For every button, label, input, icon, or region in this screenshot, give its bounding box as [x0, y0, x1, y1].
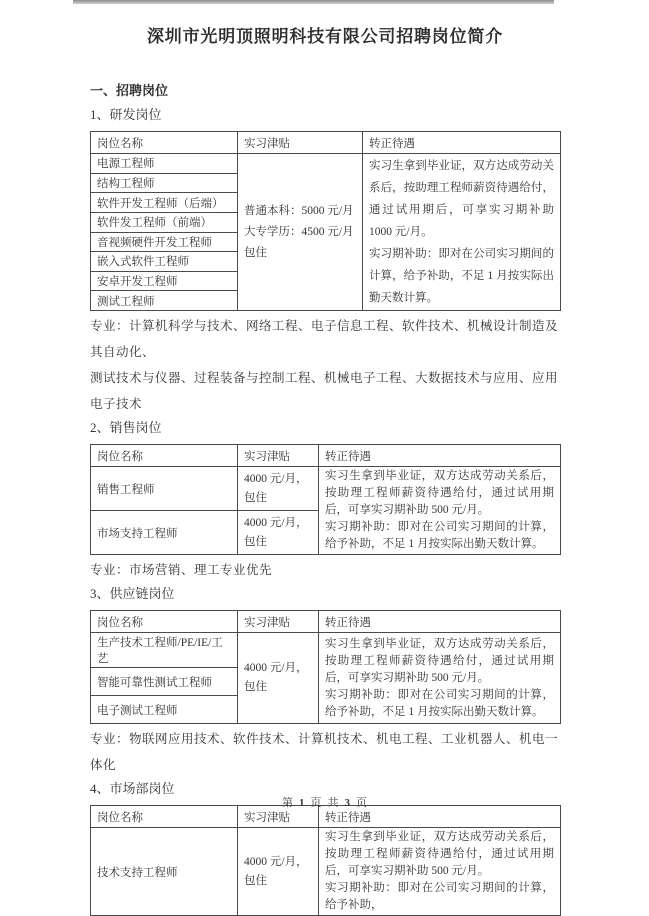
column-header-benefits: 转正待遇	[319, 611, 561, 633]
majors-line: 专业：计算机科学与技术、网络工程、电子信息工程、软件技术、机械设计制造及其自动化、	[90, 319, 559, 359]
section-heading-recruit-positions: 一、招聘岗位	[90, 83, 169, 98]
position-cell: 安卓开发工程师	[91, 271, 238, 291]
position-cell: 智能可靠性测试工程师	[91, 668, 238, 696]
position-cell: 嵌入式软件工程师	[91, 252, 238, 272]
sales-positions-table	[90, 444, 561, 555]
position-cell: 软件发工程师（前端）	[91, 212, 238, 232]
allowance-line: 4000 元/月，包住	[244, 472, 308, 504]
position-cell: 电子测试工程师	[91, 696, 238, 724]
position-cell: 测试工程师	[91, 291, 238, 311]
benefit-paragraph: 实习生拿到毕业证，双方达成劳动关系后，按助理工程师薪资待遇给付，通过试用期后，可享实习期补助 500 元/月。	[325, 637, 554, 684]
position-cell: 电源工程师	[91, 154, 238, 174]
marketing-positions-table	[90, 805, 561, 916]
position-cell: 软件开发工程师（后端）	[91, 193, 238, 213]
column-header-benefits: 转正待遇	[363, 132, 561, 154]
majors-note-rd	[90, 313, 560, 417]
footer-total-pages: 3	[344, 797, 350, 809]
column-header-position: 岗位名称	[91, 806, 238, 828]
majors-line: 专业：物联网应用技术、软件技术、计算机技术、机电工程、工业机器人、机电一体化	[90, 732, 559, 772]
rd-positions-table	[90, 131, 561, 311]
allowance-line: 包住	[244, 246, 267, 259]
benefit-paragraph: 实习期补助：即对在公司实习期间的计算，给予补助，	[325, 882, 554, 911]
footer-text: 页	[310, 797, 322, 809]
benefits-cell	[319, 633, 561, 724]
allowance-line: 大专学历：4500 元/月	[244, 225, 354, 238]
column-header-allowance: 实习津贴	[238, 445, 319, 467]
subsection-heading-marketing: 4、市场部岗位	[90, 781, 175, 796]
column-header-position: 岗位名称	[91, 611, 238, 633]
subsection-heading-supply-chain: 3、供应链岗位	[90, 586, 175, 601]
column-header-allowance: 实习津贴	[238, 132, 363, 154]
allowance-line: 4000 元/月，包住	[244, 855, 308, 887]
allowance-cell	[238, 467, 319, 511]
allowance-line: 普通本科：5000 元/月	[244, 204, 354, 217]
position-cell: 技术支持工程师	[91, 828, 238, 916]
benefit-paragraph: 实习期补助：即对在公司实习期间的计算，给予补助，不足 1 月按实际出勤天数计算。	[325, 688, 554, 718]
subsection-heading-rd: 1、研发岗位	[90, 107, 162, 122]
column-header-allowance: 实习津贴	[238, 806, 319, 828]
allowance-line: 4000 元/月，包住	[244, 662, 308, 693]
column-header-allowance: 实习津贴	[238, 611, 319, 633]
allowance-cell	[238, 633, 319, 724]
footer-text: 页	[356, 797, 367, 809]
allowance-line: 4000 元/月，包住	[244, 516, 308, 548]
table-row	[91, 467, 561, 511]
benefit-paragraph: 实习生拿到毕业证，双方达成劳动关系后，按助理工程师薪资待遇给付，通过试用期后，可享实习期补助 500 元/月。	[325, 831, 554, 877]
page-footer	[0, 794, 649, 810]
table-header-row	[91, 445, 561, 467]
position-cell: 生产技术工程师/PE/IE/工艺	[91, 633, 238, 668]
benefit-paragraph: 实习期补助：即对在公司实习期间的计算，给予补助，不足 1 月按实际出勤天数计算。	[325, 521, 554, 550]
benefit-paragraph: 实习生拿到毕业证，双方达成劳动关系后，按助理工程师薪资待遇给付，通过试用期后，可享实习期补助 1000 元/月。	[369, 160, 554, 238]
allowance-cell	[238, 154, 363, 311]
table-header-row	[91, 611, 561, 633]
majors-note-supply-chain	[90, 726, 560, 778]
subsection-heading-sales: 2、销售岗位	[90, 420, 162, 435]
column-header-benefits: 转正待遇	[319, 445, 561, 467]
position-cell: 市场支持工程师	[91, 511, 238, 555]
column-header-position: 岗位名称	[91, 132, 238, 154]
benefits-cell	[363, 154, 561, 311]
table-header-row	[91, 132, 561, 154]
position-cell: 音视频硬件开发工程师	[91, 232, 238, 252]
page-title: 深圳市光明顶照明科技有限公司招聘岗位简介	[147, 27, 503, 46]
allowance-cell	[238, 511, 319, 555]
benefit-paragraph: 实习期补助：即对在公司实习期间的计算，给予补助，不足 1 月按实际出勤天数计算。	[369, 248, 554, 304]
footer-current-page: 1	[299, 797, 305, 809]
column-header-benefits: 转正待遇	[319, 806, 561, 828]
majors-line: 测试技术与仪器、过程装备与控制工程、机械电子工程、大数据技术与应用、应用电子技术	[90, 371, 559, 411]
benefits-cell	[319, 467, 561, 555]
position-cell: 结构工程师	[91, 173, 238, 193]
footer-text: 共	[327, 797, 339, 809]
footer-text: 第	[282, 797, 293, 809]
column-header-position: 岗位名称	[91, 445, 238, 467]
document-content	[90, 0, 560, 916]
benefit-paragraph: 实习生拿到毕业证，双方达成劳动关系后，按助理工程师薪资待遇给付，通过试用期后，可享实习期补助 500 元/月。	[325, 470, 554, 516]
position-cell: 销售工程师	[91, 467, 238, 511]
supply-chain-positions-table	[90, 610, 561, 724]
table-row	[91, 633, 561, 668]
majors-note-sales	[90, 557, 560, 583]
table-row	[91, 154, 561, 174]
majors-line: 专业：市场营销、理工专业优先	[90, 563, 273, 577]
